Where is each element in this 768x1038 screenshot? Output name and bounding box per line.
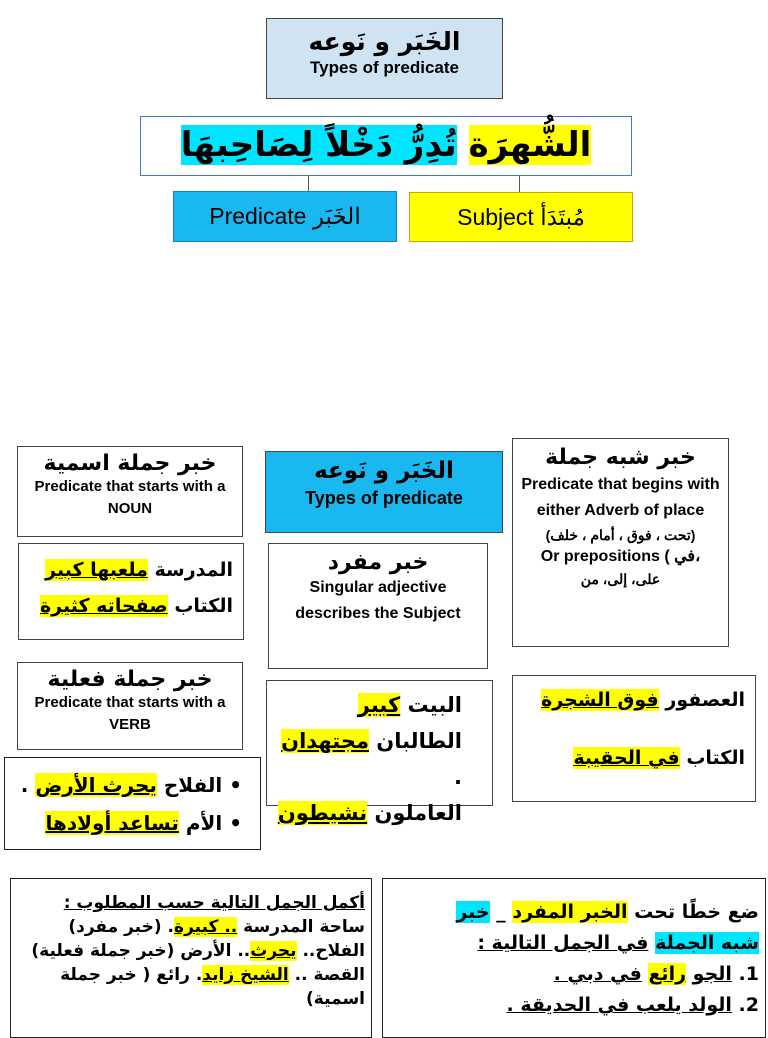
item-text: الجو xyxy=(692,963,732,985)
predicate-label: Predicate الخَبَر xyxy=(209,203,361,229)
singular-example-1 xyxy=(267,681,492,723)
singular-predicate-box xyxy=(268,543,488,669)
verbal-predicate-box xyxy=(17,662,243,750)
verbal-examples-box xyxy=(4,757,261,850)
verbal-desc: Predicate that starts with a VERB xyxy=(34,694,226,733)
nominal-examples-box xyxy=(18,543,244,640)
underline-instruction xyxy=(383,897,765,928)
semi-sentence-predicate-box xyxy=(512,438,729,647)
example-predicate: صفحاته كثيرة xyxy=(39,595,168,617)
example-predicate: في الحقيبة xyxy=(573,747,680,769)
example-period: . xyxy=(20,773,29,797)
example-subject: العاملون xyxy=(374,801,462,825)
semi-title: خبر شبه جملة xyxy=(545,445,696,470)
item-text: القصة .. xyxy=(294,965,365,985)
example-subject: العصفور xyxy=(665,689,745,711)
nominal-desc: Predicate that starts with a NOUN xyxy=(34,478,226,517)
connector-line xyxy=(308,176,309,192)
subject-word: الشُّهرَة xyxy=(468,125,592,165)
item-hint: . رائع ( خبر جملة xyxy=(60,965,203,985)
nominal-example-1 xyxy=(19,544,243,588)
singular-title: خبر مفرد xyxy=(327,550,429,575)
instruction-text: في الجمل التالية : xyxy=(477,932,649,954)
semi-prepositions-list: على، إلى، من xyxy=(580,571,661,587)
semi-examples-box xyxy=(512,675,756,802)
example-subject: البيت xyxy=(407,693,462,717)
example-predicate: تساعد أولادها xyxy=(45,811,179,835)
item-answer: الشيخ زايد xyxy=(202,965,289,985)
example-subject: الكتاب xyxy=(686,747,745,769)
item-answer: رائع xyxy=(648,963,687,985)
complete-item-3-cont: اسمية) xyxy=(306,989,365,1009)
semi-example-2 xyxy=(513,718,755,776)
item-answer: يحرث xyxy=(250,941,297,961)
connector-line xyxy=(519,176,520,192)
bullet: • xyxy=(229,811,242,835)
item-hint: .. الأرض (خبر جملة فعلية) xyxy=(31,941,251,961)
predicate-phrase: تُدِرُّ دَخْلاً لِصَاحِبهَا xyxy=(180,125,457,165)
subject-label: Subject مُبتَدَأ xyxy=(457,204,585,230)
instruction-separator: _ xyxy=(496,901,506,923)
verbal-example-2 xyxy=(5,804,260,842)
singular-example-2 xyxy=(267,723,492,795)
singular-desc: Singular adjective describes the Subject xyxy=(295,579,461,622)
complete-item-3 xyxy=(11,963,371,987)
example-predicate: نشيطون xyxy=(277,801,368,825)
item-answer: .. كبيرة xyxy=(174,917,238,937)
nominal-predicate-box xyxy=(17,446,243,537)
types-title-arabic: الخَبَر و نَوعه xyxy=(314,458,454,484)
item-text: الفلاح.. xyxy=(302,941,365,961)
semi-example-1 xyxy=(513,676,755,718)
semi-desc: Predicate that begins with either Adverb of place xyxy=(521,476,720,519)
example-sentence-box xyxy=(140,116,632,176)
bullet: • xyxy=(229,773,242,797)
example-subject: الفلاح xyxy=(163,773,223,797)
semi-adverbs: (تحت ، فوق ، أمام ، خلف) xyxy=(545,527,696,543)
example-subject: الكتاب xyxy=(174,595,233,617)
verbal-title: خبر جملة فعلية xyxy=(47,667,213,692)
instruction-text: ضع خطًا تحت xyxy=(634,901,759,923)
item-text: في دبي . xyxy=(553,963,642,985)
types-title-english: Types of predicate xyxy=(305,488,463,508)
underline-instruction-cont xyxy=(383,928,765,959)
item-hint: . (خبر مفرد) xyxy=(68,917,175,937)
singular-example-3 xyxy=(267,795,492,831)
complete-instruction: أكمل الجمل التالية حسب المطلوب : xyxy=(63,893,365,913)
top-title-box xyxy=(266,18,503,99)
example-subject: المدرسة xyxy=(154,559,233,581)
item-number: 1. xyxy=(738,963,759,985)
example-subject: الطالبان xyxy=(376,729,462,753)
item-text: الولد يلعب في الحديقة . xyxy=(506,994,732,1016)
example-predicate: مجتهدان xyxy=(281,729,369,753)
example-predicate: ملعبها كبير xyxy=(45,559,148,581)
top-title-arabic: الخَبَر و نَوعه xyxy=(308,27,461,56)
top-title-english: Types of predicate xyxy=(310,58,459,77)
underline-exercise-box xyxy=(382,878,766,1038)
verbal-example-1 xyxy=(5,758,260,804)
example-sentence xyxy=(141,117,631,173)
underline-item-2 xyxy=(383,990,765,1021)
item-number: 2. xyxy=(738,994,759,1016)
complete-exercise-box xyxy=(10,878,372,1038)
instruction-semi-cont: شبه الجملة xyxy=(655,932,759,954)
complete-item-2 xyxy=(11,939,371,963)
singular-examples-box xyxy=(266,680,493,825)
example-predicate: كبير xyxy=(357,693,401,717)
instruction-semi: خبر xyxy=(456,901,490,923)
nominal-title: خبر جملة اسمية xyxy=(43,451,217,476)
example-predicate: فوق الشجرة xyxy=(541,689,659,711)
example-period: . xyxy=(454,765,462,789)
semi-prepositions: Or prepositions ( في، xyxy=(540,548,701,565)
complete-item-1 xyxy=(11,915,371,939)
underline-item-1 xyxy=(383,959,765,990)
item-text: ساحة المدرسة xyxy=(243,917,365,937)
example-predicate: يحرث الأرض xyxy=(35,773,157,797)
types-title-box xyxy=(265,451,503,533)
nominal-example-2 xyxy=(19,588,243,624)
instruction-singular: الخبر المفرد xyxy=(512,901,628,923)
subject-label-box xyxy=(409,192,633,242)
example-subject: الأم xyxy=(185,811,223,835)
predicate-label-box xyxy=(173,191,397,242)
